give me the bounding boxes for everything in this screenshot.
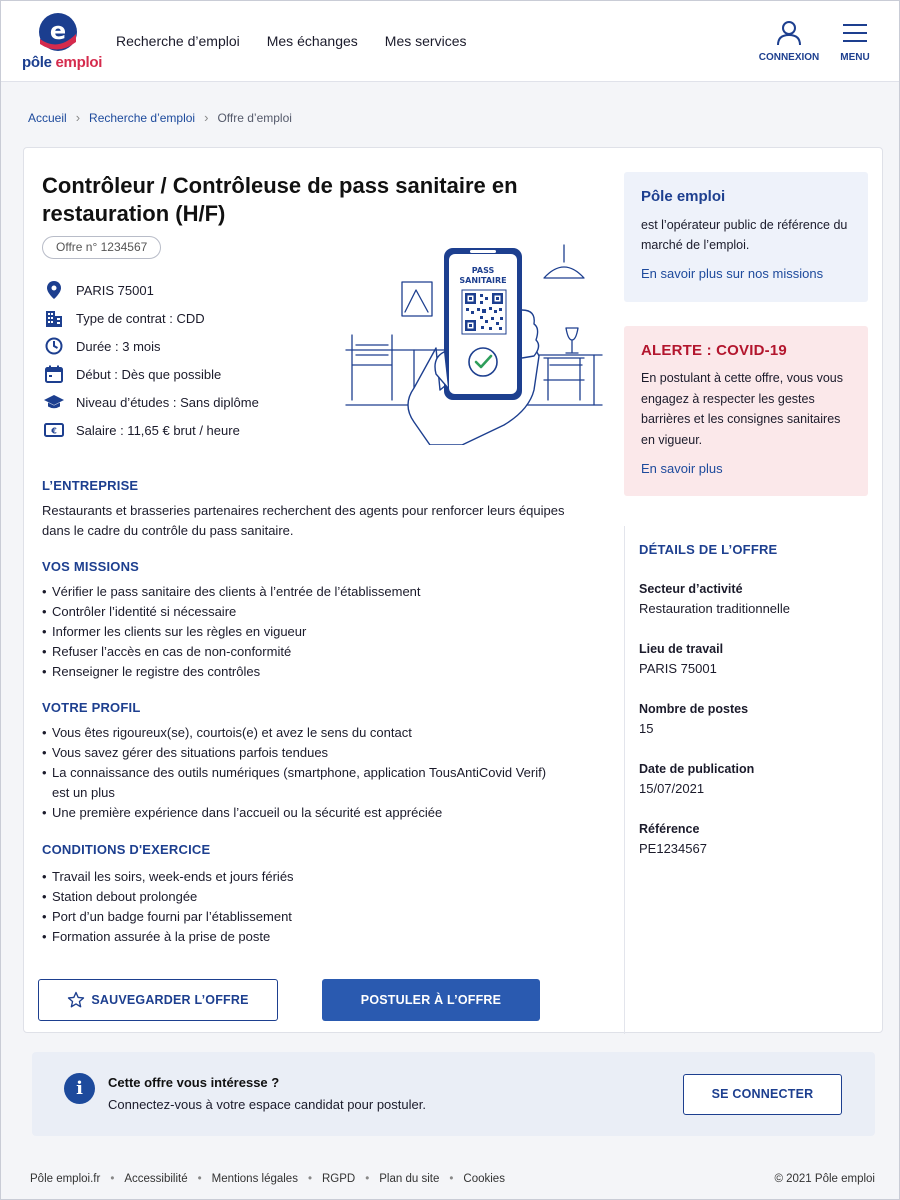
fact-contract <box>44 304 259 332</box>
fact-duration <box>44 332 259 360</box>
offer-card <box>23 147 883 1033</box>
list-item: • La connaissance des outils numériques (smartphone, application TousAntiCovid Verif) est un plus <box>42 763 562 803</box>
section-title: L’ENTREPRISE <box>42 478 139 493</box>
fact-text: Début : Dès que possible <box>76 366 222 382</box>
detail-item <box>639 699 854 739</box>
offer-title: Contrôleur / Contrôleuse de pass sanitaire en restauration (H/F) <box>42 173 518 226</box>
fact-text: Niveau d’études : Sans diplôme <box>76 394 259 410</box>
offer-details-panel <box>624 526 868 1034</box>
covid-alert-box <box>624 326 868 496</box>
connect-banner <box>32 1052 875 1136</box>
calendar-icon <box>44 364 64 384</box>
list-item: • Vous êtes rigoureux(se), courtois(e) et avez le sens du contact <box>42 723 582 743</box>
detail-item <box>639 639 854 679</box>
offer-facts <box>44 276 259 444</box>
se-connecter-button[interactable]: SE CONNECTER <box>683 1074 842 1115</box>
alert-more-link[interactable]: En savoir plus <box>641 461 723 476</box>
detail-item <box>639 579 854 619</box>
section-missions <box>42 559 582 682</box>
list-item: • Vous savez gérer des situations parfois tendues <box>42 743 582 763</box>
save-offer-label: SAUVEGARDER L’OFFRE <box>91 993 249 1007</box>
breadcrumb-chevron-icon: › <box>204 110 209 125</box>
menu-button[interactable] <box>834 20 876 63</box>
user-icon <box>776 20 802 46</box>
svg-text:€: € <box>51 426 57 436</box>
fact-text: Salaire : 11,65 € brut / heure <box>76 422 240 438</box>
footer-separator: • <box>110 1173 115 1185</box>
section-title: VOS MISSIONS <box>42 559 140 574</box>
logo-mark-icon <box>36 12 80 52</box>
nav-mes-echanges[interactable]: Mes échanges <box>266 33 358 49</box>
fact-start <box>44 360 259 388</box>
connexion-label: CONNEXION <box>758 52 820 63</box>
footer-link-rgpd[interactable]: RGPD <box>322 1173 356 1185</box>
list-item: • Renseigner le registre des contrôles <box>42 662 582 682</box>
fact-location <box>44 276 259 304</box>
missions-link[interactable]: En savoir plus sur nos missions <box>641 266 824 281</box>
list-item: • Une première expérience dans l’accueil ou la sécurité est appréciée <box>42 803 582 823</box>
nav-recherche-emploi[interactable]: Recherche d’emploi <box>116 33 240 49</box>
footer-link-plan[interactable]: Plan du site <box>379 1173 440 1185</box>
money-icon <box>44 420 64 440</box>
section-text: Restaurants et brasseries partenaires recherchent des agents pour renforcer leurs équipes dans le cadre du contrôle du pass sanitaire. <box>42 503 565 538</box>
detail-value: 15 <box>639 721 654 736</box>
detail-label: Lieu de travail <box>639 642 724 656</box>
info-icon: i <box>64 1073 95 1104</box>
footer-separator: • <box>307 1173 312 1185</box>
list-item: • Port d’un badge fourni par l’établissement <box>42 907 582 927</box>
footer-link-cookies[interactable]: Cookies <box>463 1173 505 1185</box>
list-item: • Vérifier le pass sanitaire des clients à l’entrée de l’établissement <box>42 582 582 602</box>
section-conditions <box>42 842 582 947</box>
footer-link-mentions[interactable]: Mentions légales <box>211 1173 298 1185</box>
pass-sanitaire-illustration <box>344 240 604 445</box>
offer-number-badge: Offre n° 1234567 <box>42 236 161 259</box>
fact-text: Type de contrat : CDD <box>76 310 205 326</box>
connect-title: Cette offre vous intéresse ? <box>108 1075 280 1090</box>
footer-separator: • <box>365 1173 370 1185</box>
logo-wordmark: pôle emploi <box>22 54 103 71</box>
site-footer <box>30 1173 875 1185</box>
section-profil <box>42 700 582 823</box>
profil-list <box>42 723 582 823</box>
breadcrumb <box>28 110 292 125</box>
breadcrumb-current: Offre d’emploi <box>217 110 292 125</box>
detail-label: Date de publication <box>639 762 755 776</box>
detail-item <box>639 759 854 799</box>
detail-value: PE1234567 <box>639 841 707 856</box>
missions-list <box>42 582 582 682</box>
phone-label-pass: PASS <box>471 266 495 275</box>
pole-emploi-logo[interactable] <box>22 12 102 72</box>
fact-education <box>44 388 259 416</box>
list-item: • Informer les clients sur les règles en vigueur <box>42 622 582 642</box>
detail-value: PARIS 75001 <box>639 661 717 676</box>
list-item: • Station debout prolongée <box>42 887 582 907</box>
section-title: CONDITIONS D'EXERCICE <box>42 842 211 857</box>
breadcrumb-chevron-icon: › <box>75 110 81 125</box>
section-entreprise <box>42 478 582 541</box>
fact-salary <box>44 416 259 444</box>
footer-link-pole-emploi[interactable]: Pôle emploi.fr <box>30 1173 101 1185</box>
details-title: DÉTAILS DE L’OFFRE <box>639 542 778 557</box>
svg-text:e: e <box>49 17 67 45</box>
qr-code-icon <box>462 290 506 334</box>
site-header <box>0 0 900 82</box>
detail-item <box>639 819 854 859</box>
save-offer-button[interactable] <box>38 979 278 1021</box>
fact-text: PARIS 75001 <box>76 282 154 298</box>
info-box-text: est l’opérateur public de référence du marché de l’emploi. <box>641 218 848 252</box>
breadcrumb-accueil[interactable]: Accueil <box>28 110 67 125</box>
graduation-cap-icon <box>44 392 64 412</box>
building-icon <box>44 308 64 328</box>
footer-copyright: © 2021 Pôle emploi <box>774 1173 875 1185</box>
menu-label: MENU <box>840 52 870 63</box>
footer-separator: • <box>197 1173 202 1185</box>
list-item: • Travail les soirs, week-ends et jours fériés <box>42 867 582 887</box>
conditions-list <box>42 867 582 947</box>
star-icon <box>67 991 85 1009</box>
footer-links <box>30 1173 505 1185</box>
list-item: • Contrôler l’identité si nécessaire <box>42 602 582 622</box>
breadcrumb-recherche[interactable]: Recherche d’emploi <box>89 110 196 125</box>
pole-emploi-info-box <box>624 172 868 302</box>
detail-label: Nombre de postes <box>639 702 749 716</box>
footer-separator: • <box>449 1173 454 1185</box>
detail-label: Référence <box>639 822 700 836</box>
list-item: • Refuser l’accès en cas de non-conformité <box>42 642 582 662</box>
alert-text: En postulant à cette offre, vous vous engagez à respecter les gestes barrières et les consignes sanitaires en vigueur. <box>641 371 843 447</box>
clock-icon <box>44 336 64 356</box>
fact-text: Durée : 3 mois <box>76 338 161 354</box>
detail-value: 15/07/2021 <box>639 781 705 796</box>
main-nav <box>116 33 466 49</box>
alert-title: ALERTE : COVID-19 <box>641 342 787 359</box>
location-pin-icon <box>44 280 64 300</box>
hamburger-icon <box>842 20 868 46</box>
detail-value: Restauration traditionnelle <box>639 601 791 616</box>
nav-mes-services[interactable]: Mes services <box>384 33 467 49</box>
detail-label: Secteur d’activité <box>639 582 743 596</box>
list-item: • Formation assurée à la prise de poste <box>42 927 582 947</box>
footer-link-accessibilite[interactable]: Accessibilité <box>124 1173 188 1185</box>
connect-text: Connectez-vous à votre espace candidat pour postuler. <box>108 1097 426 1112</box>
apply-offer-button[interactable]: POSTULER À L’OFFRE <box>322 979 540 1021</box>
info-box-title: Pôle emploi <box>641 188 726 205</box>
phone-label-sanitaire: SANITAIRE <box>459 276 507 285</box>
connexion-button[interactable] <box>756 20 822 63</box>
section-title: VOTRE PROFIL <box>42 700 141 715</box>
